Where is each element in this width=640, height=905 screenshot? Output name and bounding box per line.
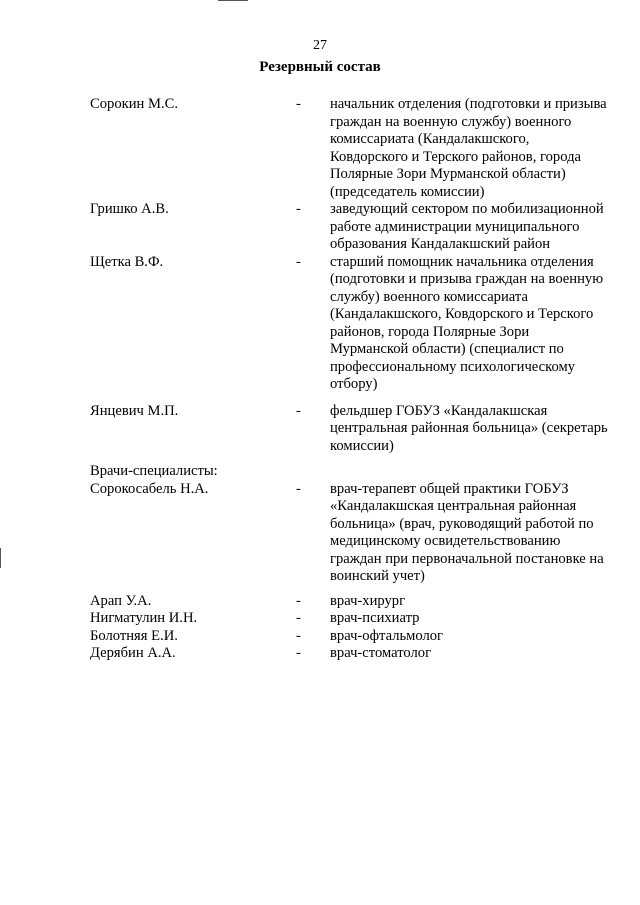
member-name: Сорокосабель Н.А. [90,480,209,497]
member-role: фельдшер ГОБУЗ «Кандалакшская центральная районная больница» (секретарь комиссии) [330,402,608,454]
dash-separator: - [296,96,301,112]
scan-mark-top [218,0,248,1]
scan-mark-left [0,548,1,568]
reserve-entry-sorokin [90,96,620,201]
member-role: старший помощник начальника отделения (подготовки и призыва граждан на военную службу) военного комиссариата (Кандалакшского, Ковдорского и Терского районов, города Полярные Зори Мурманской области) (специалист по профессиональному психологическому отбору) [330,253,604,392]
page-number: 27 [313,38,327,53]
specialist-entry-nigmatulin [90,610,620,628]
member-name: Дерябин А.А. [90,645,176,661]
dash-separator: - [296,480,301,497]
specialist-entry-bolotnyaya [90,628,620,646]
dash-separator: - [296,645,301,661]
dash-separator: - [296,201,301,217]
member-name: Арап У.А. [90,592,152,609]
dash-separator: - [296,402,301,419]
specialists-heading: Врачи-специалисты: [90,463,218,479]
specialist-entry-arap [90,593,620,611]
specialist-entry-deryabin [90,645,620,663]
dash-separator: - [296,592,301,609]
member-name: Щетка В.Ф. [90,253,164,270]
member-role: начальник отделения (подготовки и призыва граждан на военную службу) военного комиссариата (Кандалакшского, Ковдорского и Терского районов, города Полярные Зори Мурманской области) (председатель комиссии) [330,96,607,200]
reserve-entry-yantsevich [90,403,620,456]
member-role: врач-офтальмолог [330,627,444,644]
member-name: Нигматулин И.Н. [90,610,198,626]
page-title: Резервный состав [259,59,381,75]
specialist-entry-sorokosabel [90,481,620,586]
member-name: Сорокин М.С. [90,96,178,112]
reserve-entry-grishko [90,201,620,254]
member-role: врач-стоматолог [330,645,432,661]
member-name: Янцевич М.П. [90,402,179,419]
dash-separator: - [296,253,301,270]
reserve-entry-shchetka [90,254,620,394]
commission-list [90,96,620,663]
member-role: врач-терапевт общей практики ГОБУЗ «Кандалакшская центральная районная больница» (врач, руководящий работой по медицинскому освидетельствованию граждан при первоначальной постановке на воинский учет) [330,480,604,584]
member-role: заведующий сектором по мобилизационной работе администрации муниципального образования Кандалакшский район [330,201,604,252]
member-role: врач-хирург [330,592,406,609]
member-name: Гришко А.В. [90,201,169,217]
member-name: Болотняя Е.И. [90,627,178,644]
dash-separator: - [296,627,301,644]
dash-separator: - [296,610,301,626]
member-role: врач-психиатр [330,610,420,626]
